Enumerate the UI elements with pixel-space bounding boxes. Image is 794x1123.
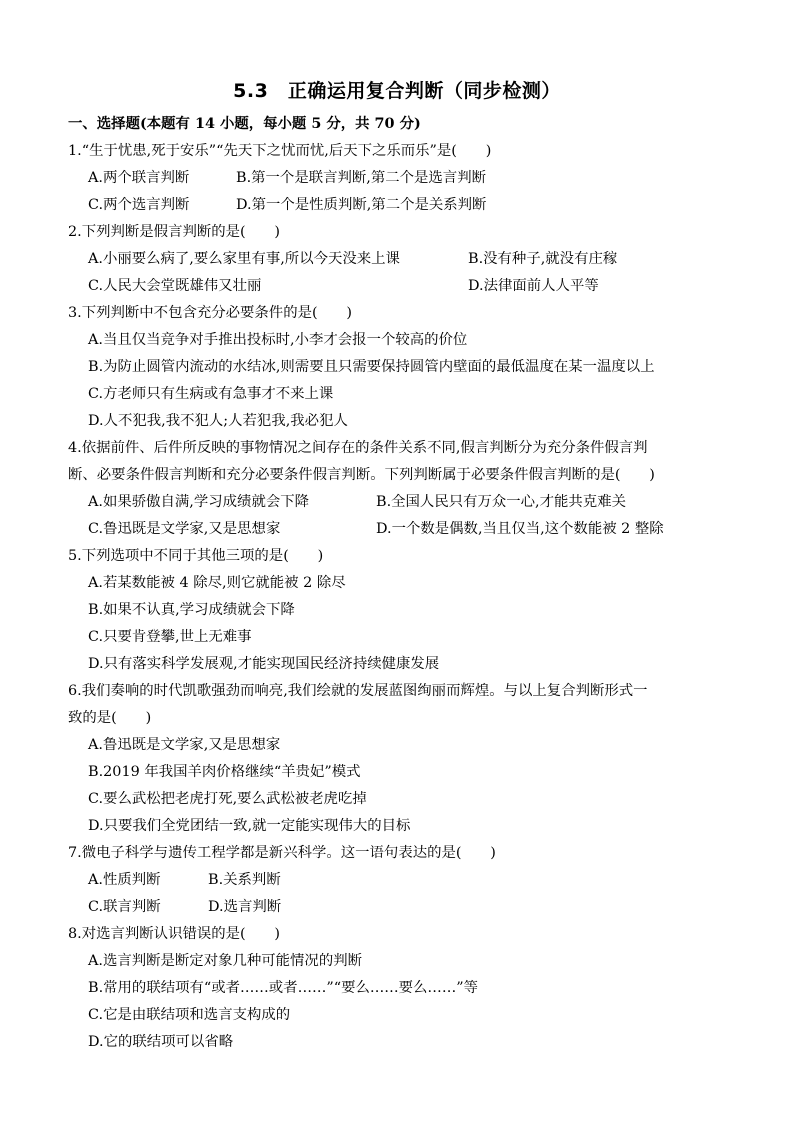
question-4-option-a: A.如果骄傲自满,学习成绩就会下降 [88,494,310,510]
question-3-stem: 3.下列判断中不包含充分必要条件的是( ) [68,305,352,321]
question-3-option-a: A.当且仅当竞争对手推出投标时,小李才会报一个较高的价位 [88,332,468,348]
question-5-option-d: D.只有落实科学发展观,才能实现国民经济持续健康发展 [88,656,440,672]
question-8-option-c: C.它是由联结项和选言支构成的 [88,1007,291,1023]
question-8-option-a: A.选言判断是断定对象几种可能情况的判断 [88,953,362,969]
question-3-option-c: C.方老师只有生病或有急事才不来上课 [88,386,334,402]
question-6-option-c: C.要么武松把老虎打死,要么武松被老虎吃掉 [88,791,367,807]
question-4-stem-continued: 断、必要条件假言判断和充分必要条件假言判断。下列判断属于必要条件假言判断的是( ) [68,467,655,483]
question-7-stem: 7.微电子科学与遗传工程学都是新兴科学。这一语句表达的是( ) [68,845,496,861]
question-3-option-d: D.人不犯我,我不犯人;人若犯我,我必犯人 [88,413,348,429]
question-4-stem: 4.依据前件、后件所反映的事物情况之间存在的条件关系不同,假言判断分为充分条件假言判 [68,440,648,456]
question-1-stem: 1.“生于忧患,死于安乐”“先天下之忧而忧,后天下之乐而乐”是( ) [68,143,492,159]
question-8-option-b: B.常用的联结项有“或者……或者……”“要么……要么……”等 [88,980,478,996]
question-1-option-c: C.两个选言判断 [88,197,190,213]
question-7-option-c: C.联言判断 [88,899,161,915]
question-5-option-a: A.若某数能被 4 除尽,则它就能被 2 除尽 [88,575,346,591]
question-1-option-d: D.第一个是性质判断,第二个是关系判断 [236,197,487,213]
question-8-option-d: D.它的联结项可以省略 [88,1034,234,1050]
question-6-stem: 6.我们奏响的时代凯歌强劲而响亮,我们绘就的发展蓝图绚丽而辉煌。与以上复合判断形式一 [68,683,648,699]
question-3-option-b: B.为防止圆管内流动的水结冰,则需要且只需要保持圆管内壁面的最低温度在某一温度以上 [88,359,655,375]
question-1-option-a: A.两个联言判断 [88,170,190,186]
question-4-option-d: D.一个数是偶数,当且仅当,这个数能被 2 整除 [376,521,664,537]
question-4-option-c: C.鲁迅既是文学家,又是思想家 [88,521,281,537]
question-6-option-b: B.2019 年我国羊肉价格继续“羊贵妃”模式 [88,764,361,780]
question-2-option-b: B.没有种子,就没有庄稼 [468,251,618,267]
question-2-option-d: D.法律面前人人平等 [468,278,599,294]
question-4-option-b: B.全国人民只有万众一心,才能共克难关 [376,494,626,510]
question-6-option-a: A.鲁迅既是文学家,又是思想家 [88,737,281,753]
question-2-option-c: C.人民大会堂既雄伟又壮丽 [88,278,262,294]
question-2-stem: 2.下列判断是假言判断的是( ) [68,224,281,240]
section-heading: 一、选择题(本题有 14 小题，每小题 5 分，共 70 分) [68,115,421,132]
question-5-stem: 5.下列选项中不同于其他三项的是( ) [68,548,324,564]
question-1-option-b: B.第一个是联言判断,第二个是选言判断 [236,170,486,186]
question-2-option-a: A.小丽要么病了,要么家里有事,所以今天没来上课 [88,251,400,267]
question-5-option-c: C.只要肯登攀,世上无难事 [88,629,252,645]
question-6-stem-continued: 致的是( ) [68,710,152,726]
question-7-option-d: D.选言判断 [208,899,282,915]
page-title: 5.3 正确运用复合判断（同步检测） [233,80,561,102]
question-6-option-d: D.只要我们全党团结一致,就一定能实现伟大的目标 [88,818,411,834]
question-5-option-b: B.如果不认真,学习成绩就会下降 [88,602,295,618]
question-7-option-a: A.性质判断 [88,872,161,888]
question-7-option-b: B.关系判断 [208,872,281,888]
question-8-stem: 8.对选言判断认识错误的是( ) [68,926,281,942]
